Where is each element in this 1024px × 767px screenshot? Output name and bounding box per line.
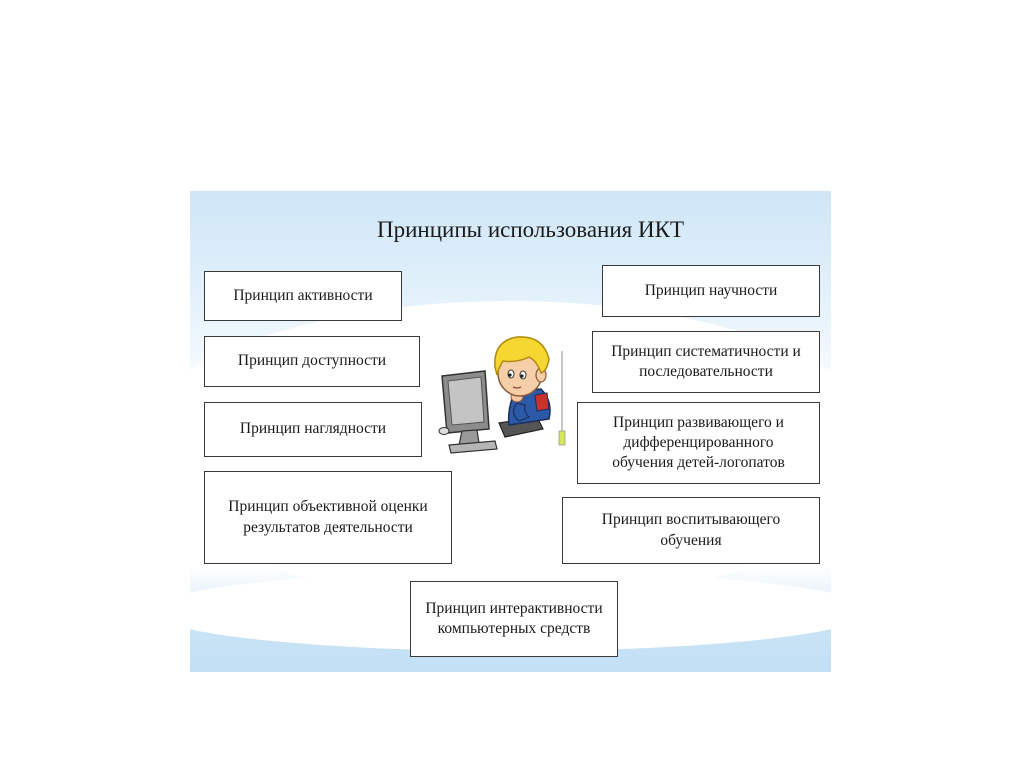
principle-scientific-box: Принцип научности <box>602 265 820 317</box>
principle-accessibility-box: Принцип доступности <box>204 336 420 387</box>
principle-visibility-box: Принцип наглядности <box>204 402 422 457</box>
principle-developing-box: Принцип развивающего и дифференцированного обучения детей-логопатов <box>577 402 820 484</box>
principle-educating-box: Принцип воспитывающего обучения <box>562 497 820 564</box>
child-at-computer-icon <box>437 321 567 456</box>
principle-activity-box: Принцип активности <box>204 271 402 321</box>
diagram-title: Принципы использования ИКТ <box>376 217 684 242</box>
diagram-slide <box>190 191 831 672</box>
principle-systematic-box: Принцип систематичности и последовательности <box>592 331 820 393</box>
principle-objective-assessment-box: Принцип объективной оценки результатов деятельности <box>204 471 452 564</box>
principle-interactivity-box: Принцип интерактивности компьютерных средств <box>410 581 618 657</box>
